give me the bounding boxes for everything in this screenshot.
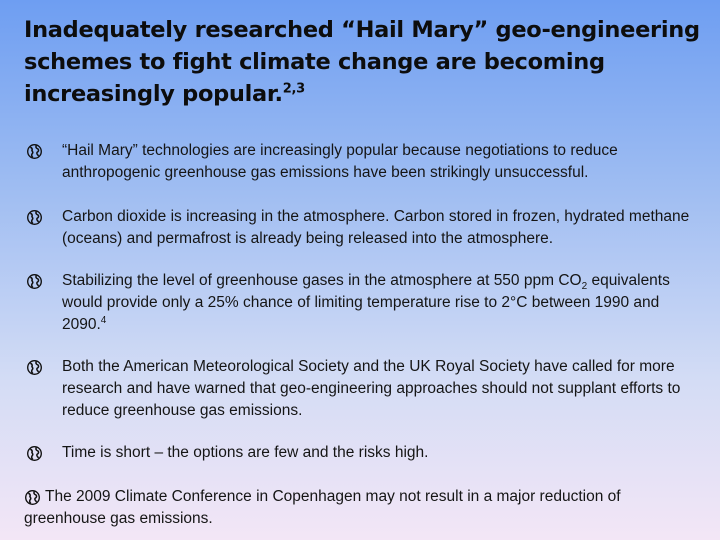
slide-title-text: Inadequately researched “Hail Mary” geo-engineering schemes to fight climate change are becoming increasingly popular. — [24, 17, 700, 107]
bullet-text: Time is short – the options are few and the risks high. — [62, 444, 429, 461]
globe-icon — [26, 273, 43, 290]
globe-icon — [26, 209, 43, 226]
title-reference: 2,3 — [282, 81, 305, 97]
globe-icon — [26, 445, 43, 462]
bullet-text — [62, 270, 702, 336]
bullet-reference: 4 — [100, 314, 107, 326]
globe-icon — [26, 359, 43, 376]
bullet-text-part: equivalents would provide only a 25% chance of limiting temperature rise to 2°C between 1990 and 2090. — [62, 272, 670, 333]
globe-icon — [26, 143, 43, 160]
bullet-text: The 2009 Climate Conference in Copenhagen may not result in a major reduction of greenhouse gas emissions. — [24, 488, 621, 527]
bullet-text: Both the American Meteorological Society and the UK Royal Society have called for more research and have warned that geo-engineering approaches should not supplant efforts to reduce greenhouse gas emissions. — [62, 358, 681, 419]
bullet-text: “Hail Mary” technologies are increasingly popular because negotiations to reduce anthropogenic greenhouse gas emissions have been strikingly unsuccessful. — [62, 142, 618, 181]
bullet-text: Carbon dioxide is increasing in the atmosphere. Carbon stored in frozen, hydrated methane (oceans) and permafrost is already being released into the atmosphere. — [62, 208, 690, 247]
co2-subscript: 2 — [581, 281, 588, 293]
bullet-text-part: Stabilizing the level of greenhouse gases in the atmosphere at 550 ppm CO — [62, 272, 582, 289]
